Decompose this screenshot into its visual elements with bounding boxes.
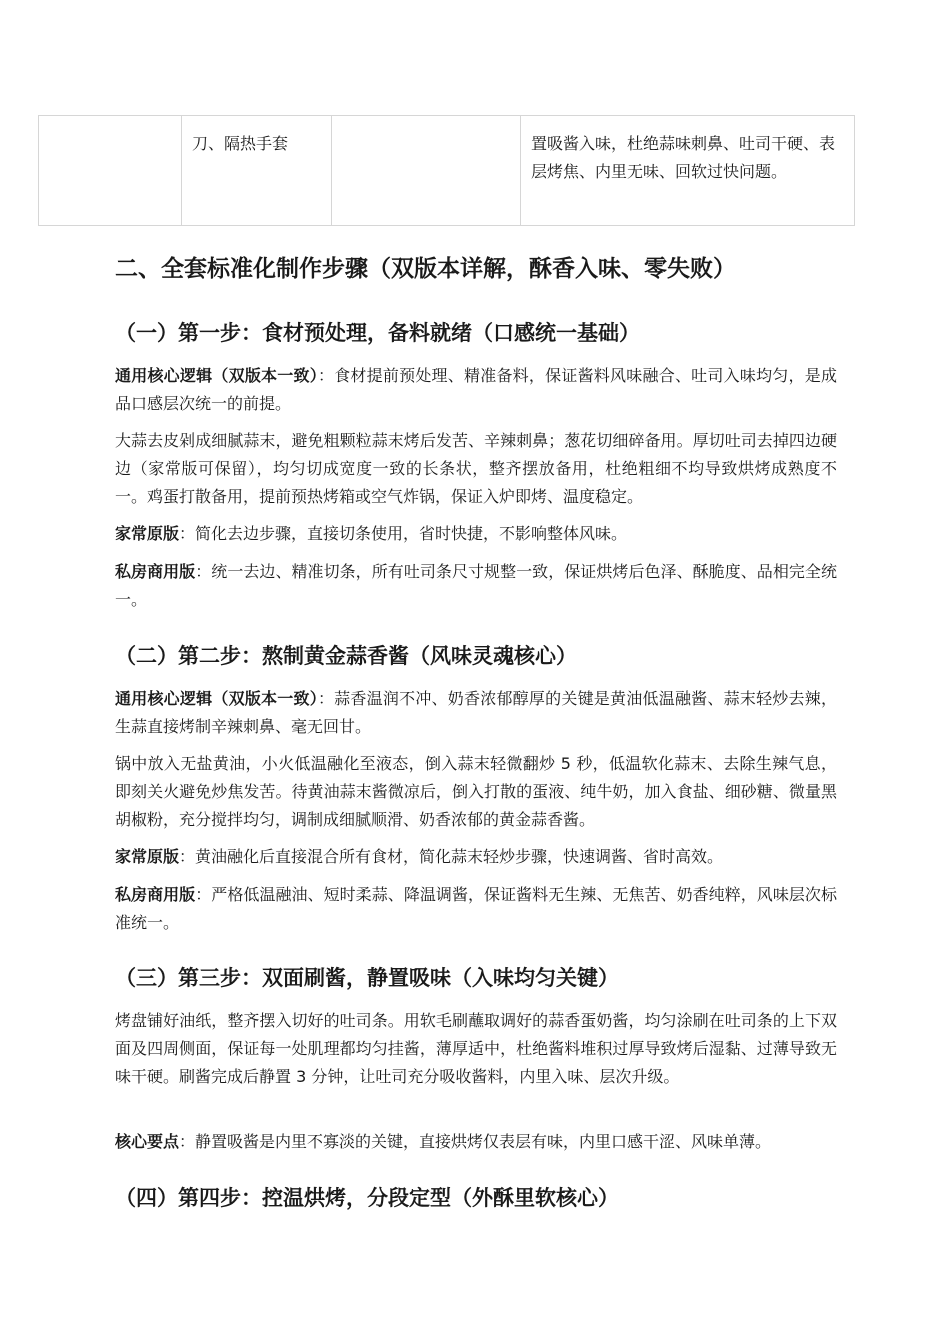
table-row [39,116,855,226]
step2-body-paragraph: 锅中放入无盐黄油，小火低温融化至液态，倒入蒜末轻微翻炒 5 秒，低温软化蒜末、去除生辣气息，即刻关火避免炒焦发苦。待黄油蒜末酱微凉后，倒入打散的蛋液、纯牛奶，加入食盐、细砂糖、微量黑胡椒粉，充分搅拌均匀，调制成细腻顺滑、奶香浓郁的黄金蒜香酱。 [115,754,837,829]
step3-key-paragraph [115,1128,837,1156]
home-label: 家常原版 [115,847,180,866]
pro-text: ：统一去边、精准切条，所有吐司条尺寸规整一致，保证烘烤后色泽、酥脆度、品相完全统一。 [115,562,837,609]
home-label: 家常原版 [115,524,180,543]
logic-label: 通用核心逻辑（双版本一致） [115,366,318,385]
step2-home-paragraph [115,843,837,871]
step1-heading: （一）第一步：食材预处理，备料就绪（口感统一基础） [115,321,640,345]
key-label: 核心要点 [115,1132,180,1151]
step1-body-paragraph: 大蒜去皮剁成细腻蒜末，避免粗颗粒蒜末烤后发苦、辛辣刺鼻；葱花切细碎备用。厚切吐司去掉四边硬边（家常版可保留），均匀切成宽度一致的长条状，整齐摆放备用，杜绝粗细不均导致烘烤成熟度不一。鸡蛋打散备用，提前预热烤箱或空气炸锅，保证入炉即烤、温度稳定。 [115,431,837,506]
table-cell [332,116,521,226]
home-text: ：简化去边步骤，直接切条使用，省时快捷，不影响整体风味。 [179,524,628,543]
logic-text: ：蒜香温润不冲、奶香浓郁醇厚的关键是黄油低温融酱、蒜末轻炒去辣，生蒜直接烤制辛辣刺鼻、毫无回甘。 [115,689,837,736]
step2-logic-paragraph [115,685,837,741]
step2-heading: （二）第二步：熬制黄金蒜香酱（风味灵魂核心） [115,644,577,668]
logic-label: 通用核心逻辑（双版本一致） [115,689,318,708]
step3-heading: （三）第三步：双面刷酱，静置吸味（入味均匀关键） [115,966,619,990]
logic-text: ：食材提前预处理、精准备料，保证酱料风味融合、吐司入味均匀，是成品口感层次统一的前提。 [115,366,837,413]
key-text: ：静置吸酱是内里不寡淡的关键，直接烘烤仅表层有味，内里口感干涩、风味单薄。 [179,1132,772,1151]
table-cell: 置吸酱入味，杜绝蒜味刺鼻、吐司干硬、表层烤焦、内里无味、回软过快问题。 [521,116,855,226]
pro-label: 私房商用版 [115,562,196,581]
pro-label: 私房商用版 [115,885,196,904]
home-text: ：黄油融化后直接混合所有食材，简化蒜末轻炒步骤，快速调酱、省时高效。 [179,847,724,866]
step3-body-paragraph: 烤盘铺好油纸，整齐摆入切好的吐司条。用软毛刷蘸取调好的蒜香蛋奶酱，均匀涂刷在吐司条的上下双面及四周侧面，保证每一处肌理都均匀挂酱，薄厚适中，杜绝酱料堆积过厚导致烤后湿黏、过薄导致无味干硬。刷酱完成后静置 3 分钟，让吐司充分吸收酱料，内里入味、层次升级。 [115,1011,837,1086]
table-continuation [38,115,855,226]
table-cell [39,116,182,226]
step1-home-paragraph [115,520,837,548]
step4-heading: （四）第四步：控温烘烤，分段定型（外酥里软核心） [115,1186,619,1210]
section-heading: 二、全套标准化制作步骤（双版本详解，酥香入味、零失败） [115,256,736,282]
table-cell: 刀、隔热手套 [182,116,332,226]
step2-pro-paragraph [115,881,837,937]
step1-logic-paragraph [115,362,837,418]
step1-pro-paragraph [115,558,837,614]
pro-text: ：严格低温融油、短时柔蒜、降温调酱，保证酱料无生辣、无焦苦、奶香纯粹，风味层次标准统一。 [115,885,837,932]
